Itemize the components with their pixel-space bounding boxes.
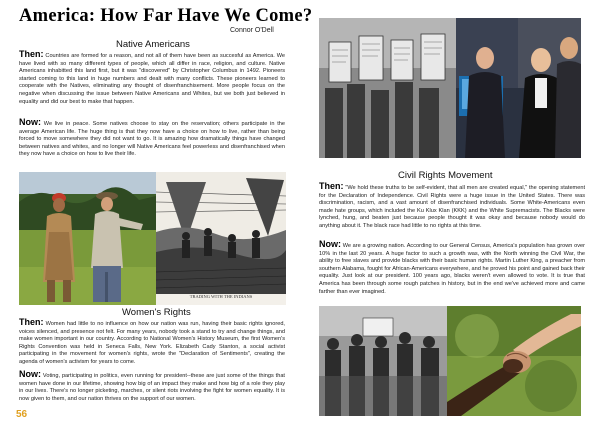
now-lead: Now: bbox=[19, 117, 41, 127]
protest-and-office-collage bbox=[319, 18, 581, 158]
then-lead: Then: bbox=[19, 317, 44, 327]
page-title: America: How Far Have We Come? bbox=[19, 6, 313, 26]
womens-rights-now-paragraph bbox=[19, 371, 285, 403]
then-text: Women had little to no influence on how our nation was run, having their basic rights ignored, voices silenced, and presence not felt. For many years, nobody took a stand to try and change things, and make women important in our country. According to National Women's History Museum, the first Women's Rights Convention was held in Seneca Falls, New York. Elizabeth Cady Stanton, a social activist participating in the movement for women's rights, wrote the "Declaration of Sentiments", creating the agenda of women's activism for years to come. bbox=[19, 321, 285, 365]
then-lead: Then: bbox=[19, 49, 44, 59]
womens-rights-collage bbox=[319, 18, 581, 158]
native-americans-now-paragraph bbox=[19, 119, 285, 159]
native-americans-heading: Native Americans bbox=[116, 39, 190, 50]
joined-hands-photo bbox=[447, 306, 581, 416]
native-americans-photo bbox=[19, 172, 156, 305]
now-lead: Now: bbox=[19, 369, 41, 379]
engraving-caption: TRADING WITH THE INDIANS bbox=[189, 294, 253, 299]
civil-rights-then-paragraph bbox=[319, 183, 585, 231]
womens-rights-then-paragraph bbox=[19, 319, 285, 367]
native-americans-then-paragraph bbox=[19, 51, 285, 106]
page-number: 56 bbox=[16, 409, 28, 420]
civil-rights-march-illustration bbox=[319, 306, 447, 416]
joined-hands-illustration bbox=[447, 306, 581, 416]
now-lead: Now: bbox=[319, 239, 341, 249]
then-lead: Then: bbox=[319, 181, 344, 191]
womens-rights-heading: Women's Rights bbox=[122, 307, 191, 318]
author-byline: Connor O'Dell bbox=[230, 27, 274, 34]
right-page bbox=[300, 0, 600, 424]
now-text: We live in peace. Some natives choose to stay on the reservation; others participate in the average American life. The huge thing is that they now have a choice on how to live, rather than being forced to move somewhere they did not want to go. It is amazing how dramatically things have changed between natives and whites, and no longer will Native Americans feel powerless and disenfranchised when they now have a choice on how to live their life. bbox=[19, 121, 285, 158]
then-text: Countries are formed for a reason, and not all of them have been as succesful as America. We have lived with so many different types of people, which all differ in race, religion, and culture. Native Americans inhabitted this land first, but it was "discovered" by Christopher Columbus in 1492. Pioneers started coming to this land in huge numbers and dealt with many conflicts. These pioneers learned to cooperate with the Natives, eliminating any thought of disenfranchisement. More people focus on the negative when discussing the issue between Native Americans and Whites, but we both just believed in equality and did our best to make that happen. bbox=[19, 53, 285, 105]
now-text: We are a growing nation. According to our General Census, America's population has grown over 10% in the last 20 years. A huge factor to such a growth was, with the North winning the Civil War, the ability to free slaves and provide blacks with their basic human rights. Martin Luther King, a preacher from southern Alabama, fought for African-Americans everywhere, and he proved his point and gained back their equality. Just look at our president. 100 years ago, blacks weren't even allowed to vote. It is true that America has been through some rough patches in history, but in the end we've achieved more and came farther than ever imagined. bbox=[319, 243, 585, 295]
civil-rights-now-paragraph bbox=[319, 241, 585, 296]
trading-engraving-photo bbox=[156, 172, 286, 305]
trading-engraving-illustration bbox=[156, 172, 286, 294]
civil-rights-march-photo bbox=[319, 306, 447, 416]
civil-rights-heading: Civil Rights Movement bbox=[398, 170, 493, 181]
now-text: Voting, participating in politics, even running for president--these are just some of the things that women have done in our lifetime, showing how big of an impact they make and how big of a role they play in our lives. There's no longer picketing, marches, or silent riots involving the fight for women equality. It is now given to them, and our nation thrives on the support of our women. bbox=[19, 373, 285, 402]
native-pioneer-illustration bbox=[19, 172, 156, 305]
then-text: "We hold these truths to be self-evident, that all men are created equal," the opening statement for the Declaration of Independence. Civil Rights were a huge issue in the United States. There was discrimination, racism, and a vast amount of disenfranchised individuals. Some White-Americans even made hate groups, which included the Ku Klux Klan (KKK) and the White Supremacists. The Blacks were lynched, hung, and beaten just because people thought it was okay and because nobody would do anything about it. The black race had little to no rights at this time. bbox=[319, 185, 585, 229]
